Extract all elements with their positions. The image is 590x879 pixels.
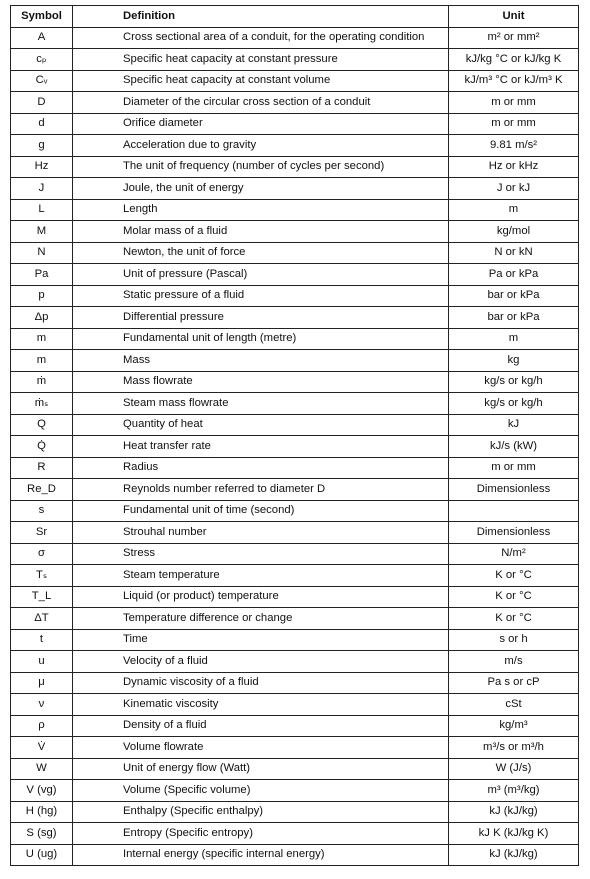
- unit-cell: K or °C: [449, 565, 579, 587]
- symbol-cell: L: [11, 199, 73, 221]
- symbol-cell: Cᵥ: [11, 70, 73, 92]
- table-row: [11, 135, 579, 157]
- unit-cell: K or °C: [449, 608, 579, 630]
- table-row: [11, 113, 579, 135]
- table-row: [11, 651, 579, 673]
- table-row: [11, 737, 579, 759]
- table-row: [11, 371, 579, 393]
- definition-cell: Specific heat capacity at constant pressure: [73, 49, 449, 71]
- symbol-cell: Sr: [11, 522, 73, 544]
- definition-cell: Unit of energy flow (Watt): [73, 758, 449, 780]
- table-row: [11, 565, 579, 587]
- table-row: [11, 242, 579, 264]
- table-row: [11, 49, 579, 71]
- table-row: [11, 307, 579, 329]
- definition-cell: Specific heat capacity at constant volume: [73, 70, 449, 92]
- unit-cell: kJ/kg °C or kJ/kg K: [449, 49, 579, 71]
- symbol-cell: Q̇: [11, 436, 73, 458]
- table-row: [11, 801, 579, 823]
- definition-cell: Fundamental unit of length (metre): [73, 328, 449, 350]
- table-row: [11, 758, 579, 780]
- symbol-cell: m: [11, 350, 73, 372]
- definition-cell: Diameter of the circular cross section of a conduit: [73, 92, 449, 114]
- definition-cell: Density of a fluid: [73, 715, 449, 737]
- definition-cell: Radius: [73, 457, 449, 479]
- table-row: [11, 672, 579, 694]
- unit-cell: kJ/s (kW): [449, 436, 579, 458]
- unit-cell: s or h: [449, 629, 579, 651]
- symbol-cell: Pa: [11, 264, 73, 286]
- header-row: [11, 6, 579, 28]
- symbol-cell: ṁₛ: [11, 393, 73, 415]
- unit-cell: bar or kPa: [449, 307, 579, 329]
- unit-cell: K or °C: [449, 586, 579, 608]
- symbol-cell: J: [11, 178, 73, 200]
- definition-cell: Length: [73, 199, 449, 221]
- table-row: [11, 629, 579, 651]
- symbol-cell: ṁ: [11, 371, 73, 393]
- symbol-cell: H (hg): [11, 801, 73, 823]
- table-row: [11, 479, 579, 501]
- definition-cell: Kinematic viscosity: [73, 694, 449, 716]
- definition-cell: Steam temperature: [73, 565, 449, 587]
- unit-cell: Pa s or cP: [449, 672, 579, 694]
- unit-cell: m² or mm²: [449, 27, 579, 49]
- symbols-table-container: [10, 5, 578, 866]
- unit-cell: 9.81 m/s²: [449, 135, 579, 157]
- unit-cell: kJ (kJ/kg): [449, 844, 579, 866]
- symbol-cell: M: [11, 221, 73, 243]
- definition-cell: Time: [73, 629, 449, 651]
- symbol-cell: W: [11, 758, 73, 780]
- definition-cell: The unit of frequency (number of cycles per second): [73, 156, 449, 178]
- table-row: [11, 264, 579, 286]
- table-body: [11, 27, 579, 866]
- symbol-cell: u: [11, 651, 73, 673]
- symbol-cell: ΔT: [11, 608, 73, 630]
- symbol-cell: U (ug): [11, 844, 73, 866]
- unit-cell: bar or kPa: [449, 285, 579, 307]
- symbol-cell: N: [11, 242, 73, 264]
- unit-cell: m³ (m³/kg): [449, 780, 579, 802]
- table-row: [11, 92, 579, 114]
- unit-cell: kJ/m³ °C or kJ/m³ K: [449, 70, 579, 92]
- definition-cell: Unit of pressure (Pascal): [73, 264, 449, 286]
- unit-cell: Pa or kPa: [449, 264, 579, 286]
- table-row: [11, 199, 579, 221]
- definition-cell: Fundamental unit of time (second): [73, 500, 449, 522]
- definition-cell: Entropy (Specific entropy): [73, 823, 449, 845]
- table-row: [11, 823, 579, 845]
- symbol-cell: ρ: [11, 715, 73, 737]
- definition-cell: Volume flowrate: [73, 737, 449, 759]
- symbol-cell: R: [11, 457, 73, 479]
- definition-cell: Internal energy (specific internal energy): [73, 844, 449, 866]
- unit-cell: W (J/s): [449, 758, 579, 780]
- table-row: [11, 221, 579, 243]
- symbol-cell: μ: [11, 672, 73, 694]
- table-row: [11, 70, 579, 92]
- definition-cell: Joule, the unit of energy: [73, 178, 449, 200]
- definition-cell: Strouhal number: [73, 522, 449, 544]
- table-row: [11, 586, 579, 608]
- symbol-cell: D: [11, 92, 73, 114]
- unit-cell: Dimensionless: [449, 479, 579, 501]
- unit-cell: Hz or kHz: [449, 156, 579, 178]
- table-row: [11, 350, 579, 372]
- unit-cell: m or mm: [449, 113, 579, 135]
- definition-cell: Dynamic viscosity of a fluid: [73, 672, 449, 694]
- table-row: [11, 608, 579, 630]
- table-row: [11, 393, 579, 415]
- header-unit: Unit: [449, 6, 579, 28]
- symbol-cell: Re_D: [11, 479, 73, 501]
- definition-cell: Static pressure of a fluid: [73, 285, 449, 307]
- header-definition: Definition: [73, 6, 449, 28]
- table-row: [11, 178, 579, 200]
- definition-cell: Quantity of heat: [73, 414, 449, 436]
- symbol-cell: Δp: [11, 307, 73, 329]
- unit-cell: cSt: [449, 694, 579, 716]
- symbol-cell: g: [11, 135, 73, 157]
- table-row: [11, 285, 579, 307]
- definition-cell: Volume (Specific volume): [73, 780, 449, 802]
- unit-cell: m/s: [449, 651, 579, 673]
- symbol-cell: Tₛ: [11, 565, 73, 587]
- symbol-cell: S (sg): [11, 823, 73, 845]
- definition-cell: Steam mass flowrate: [73, 393, 449, 415]
- unit-cell: kJ: [449, 414, 579, 436]
- table-row: [11, 780, 579, 802]
- unit-cell: kg/s or kg/h: [449, 393, 579, 415]
- table-row: [11, 715, 579, 737]
- definition-cell: Stress: [73, 543, 449, 565]
- symbol-cell: cₚ: [11, 49, 73, 71]
- unit-cell: m or mm: [449, 457, 579, 479]
- symbol-cell: A: [11, 27, 73, 49]
- table-row: [11, 328, 579, 350]
- unit-cell: m³/s or m³/h: [449, 737, 579, 759]
- unit-cell: kg: [449, 350, 579, 372]
- table-row: [11, 543, 579, 565]
- unit-cell: kg/s or kg/h: [449, 371, 579, 393]
- table-row: [11, 500, 579, 522]
- symbol-cell: p: [11, 285, 73, 307]
- unit-cell: kJ (kJ/kg): [449, 801, 579, 823]
- table-row: [11, 844, 579, 866]
- unit-cell: kJ K (kJ/kg K): [449, 823, 579, 845]
- table-row: [11, 436, 579, 458]
- symbol-cell: Hz: [11, 156, 73, 178]
- unit-cell: m or mm: [449, 92, 579, 114]
- definition-cell: Heat transfer rate: [73, 436, 449, 458]
- unit-cell: Dimensionless: [449, 522, 579, 544]
- definition-cell: Molar mass of a fluid: [73, 221, 449, 243]
- unit-cell: N/m²: [449, 543, 579, 565]
- symbol-cell: V (vg): [11, 780, 73, 802]
- table-row: [11, 694, 579, 716]
- table-row: [11, 414, 579, 436]
- header-symbol: Symbol: [11, 6, 73, 28]
- unit-cell: N or kN: [449, 242, 579, 264]
- symbol-cell: t: [11, 629, 73, 651]
- symbol-cell: Q: [11, 414, 73, 436]
- unit-cell: J or kJ: [449, 178, 579, 200]
- definition-cell: Temperature difference or change: [73, 608, 449, 630]
- definition-cell: Velocity of a fluid: [73, 651, 449, 673]
- unit-cell: m: [449, 199, 579, 221]
- unit-cell: kg/m³: [449, 715, 579, 737]
- symbol-cell: σ: [11, 543, 73, 565]
- table-row: [11, 27, 579, 49]
- definition-cell: Acceleration due to gravity: [73, 135, 449, 157]
- unit-cell: kg/mol: [449, 221, 579, 243]
- definition-cell: Newton, the unit of force: [73, 242, 449, 264]
- table-row: [11, 457, 579, 479]
- symbol-cell: s: [11, 500, 73, 522]
- symbol-cell: d: [11, 113, 73, 135]
- symbol-cell: V̇: [11, 737, 73, 759]
- definition-cell: Reynolds number referred to diameter D: [73, 479, 449, 501]
- definition-cell: Liquid (or product) temperature: [73, 586, 449, 608]
- definition-cell: Enthalpy (Specific enthalpy): [73, 801, 449, 823]
- definition-cell: Mass: [73, 350, 449, 372]
- symbol-cell: T_L: [11, 586, 73, 608]
- definition-cell: Cross sectional area of a conduit, for the operating condition: [73, 27, 449, 49]
- unit-cell: m: [449, 328, 579, 350]
- definition-cell: Orifice diameter: [73, 113, 449, 135]
- symbol-cell: ν: [11, 694, 73, 716]
- definition-cell: Differential pressure: [73, 307, 449, 329]
- table-row: [11, 522, 579, 544]
- symbol-cell: m: [11, 328, 73, 350]
- table-row: [11, 156, 579, 178]
- definition-cell: Mass flowrate: [73, 371, 449, 393]
- unit-cell: [449, 500, 579, 522]
- symbols-table: [10, 5, 579, 866]
